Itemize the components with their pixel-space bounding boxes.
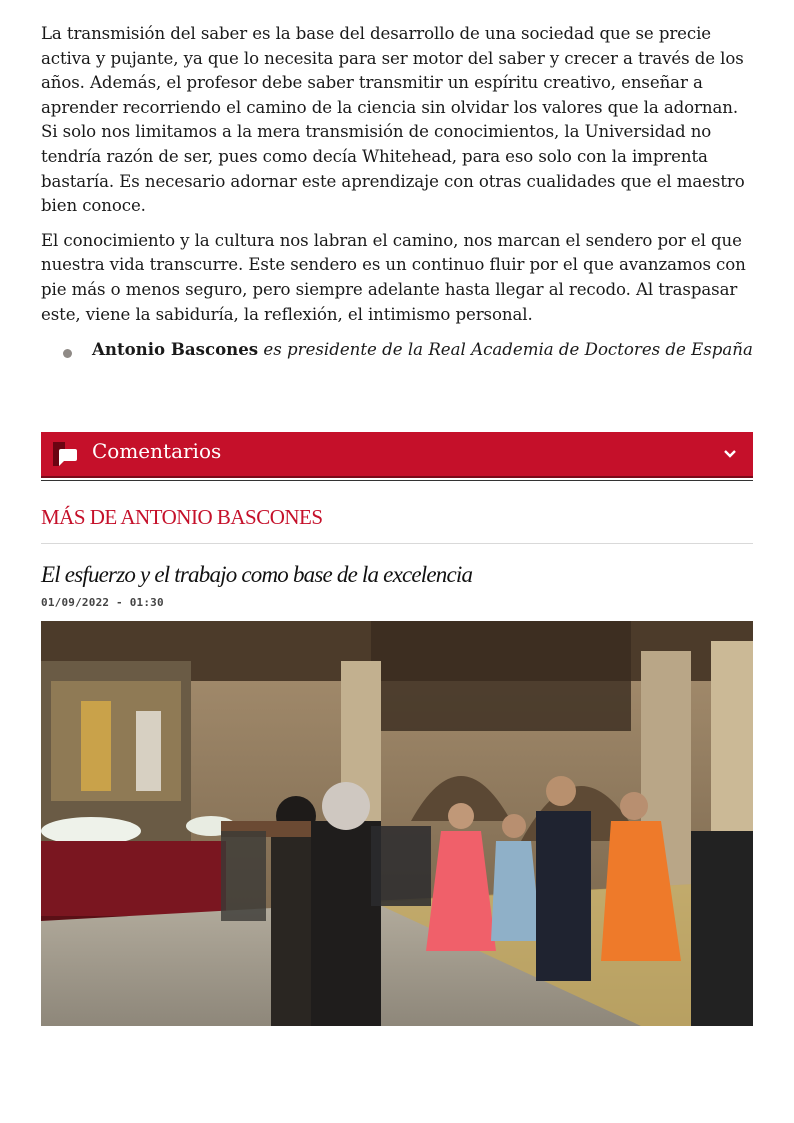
more-from-author-title: MÁS DE ANTONIO BASCONES [41, 505, 323, 529]
comments-icon [52, 440, 80, 468]
related-article-date: 01/09/2022 - 01:30 [41, 596, 164, 609]
article-paragraph-1: La transmisión del saber es la base del desarrollo de una sociedad que se precie activa y pujante, ya que lo necesita para ser motor del saber y crecer a través de los años. Además, el profesor debe saber transmitir un espíritu creativo, enseñar a aprender recorriendo el camino de la ciencia sin olvidar los valores que la adornan. Si solo nos limitamos a la mera transmisión de conocimientos, la Universidad no tendría razón de ser, pues como decía Whitehead, para eso solo con la imprenta bastaría. Es necesario adornar este aprendizaje con otras cualidades que el maestro bien conoce. [41, 24, 745, 216]
divider [41, 480, 753, 481]
comments-label: Comentarios [92, 439, 222, 463]
comments-toggle-button[interactable] [41, 432, 753, 478]
divider [41, 543, 753, 544]
related-article-headline[interactable]: El esfuerzo y el trabajo como base de la excelencia [41, 562, 473, 587]
chevron-down-icon [722, 445, 738, 461]
bullet-icon [63, 349, 72, 358]
article-body [41, 22, 753, 363]
author-role: es presidente de la Real Academia de Doctores de España [263, 340, 753, 360]
author-bio [41, 337, 753, 363]
author-name[interactable]: Antonio Bascones [92, 339, 259, 360]
cathedral-photo [41, 621, 753, 1026]
article-paragraph-2: El conocimiento y la cultura nos labran el camino, nos marcan el sendero por el que nuestra vida transcurre. Este sendero es un continuo fluir por el que avanzamos con pie más o menos seguro, pero siempre adelante hasta llegar al recodo. Al traspasar este, viene la sabiduría, la reflexión, el intimismo personal. [41, 230, 746, 324]
related-article-image[interactable] [41, 621, 753, 1026]
